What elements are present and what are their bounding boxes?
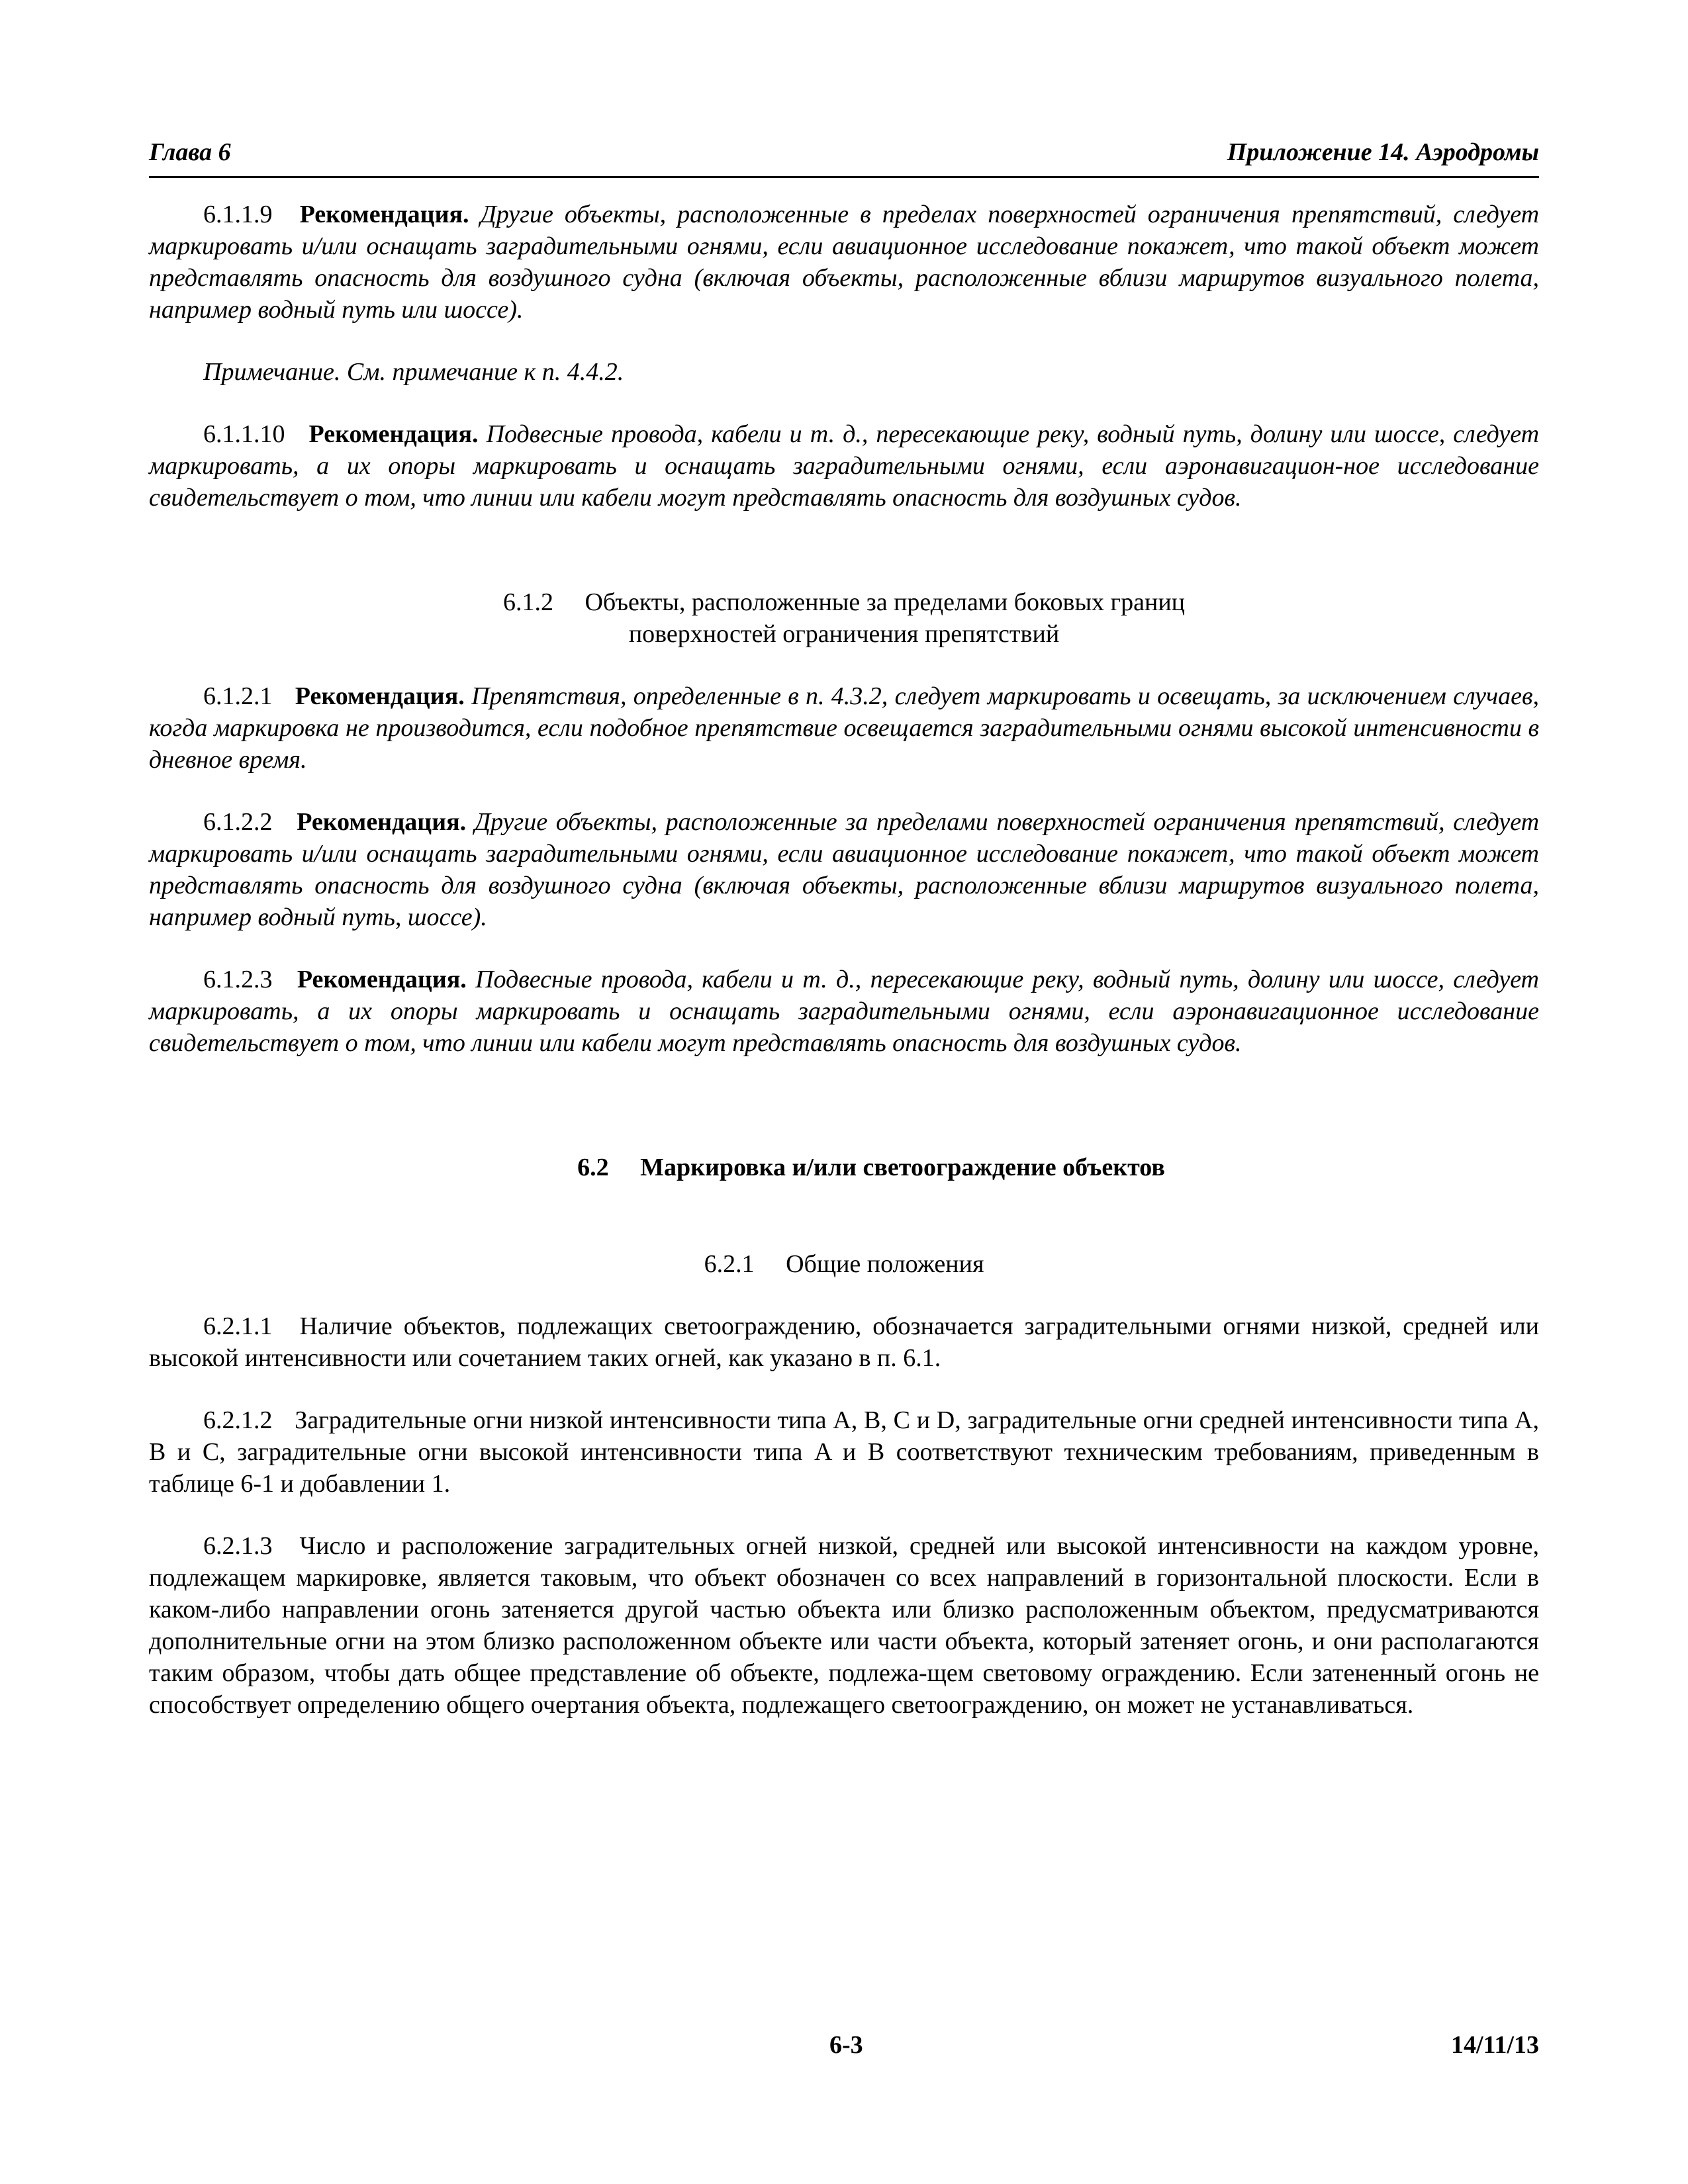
document-page <box>149 126 1539 2065</box>
page-content <box>149 199 1539 1721</box>
paragraph-text: Наличие объектов, подлежащих светоограждению, обозначается заградительными огнями низкой, средней или высокой интенсивности или сочетанием таких огней, как указано в п. 6.1. <box>149 1312 1540 1372</box>
recommendation-label: Рекомендация. <box>297 966 467 993</box>
paragraph-6-1-2-1 <box>149 680 1539 776</box>
paragraph-number: 6.1.2.1 <box>203 682 273 710</box>
header-chapter: Глава 6 <box>149 138 231 166</box>
paragraph-6-1-1-9 <box>149 199 1539 326</box>
paragraph-text: Другие объекты, расположенные в пределах поверхностей ограничения препятствий, следует маркировать и/или оснащать заградительными огнями, если авиационное исследование покажет, что такой объект может представлять опасность для воздушного судна (включая объекты, расположенные вблизи маршрутов визуального полета, например водный путь или шоссе). <box>149 201 1540 324</box>
subsection-heading-6-2-1: 6.2.1 Общие положения <box>704 1250 984 1278</box>
recommendation-label: Рекомендация. <box>299 201 469 228</box>
paragraph-6-2-1-3 <box>149 1530 1539 1721</box>
paragraph-text: Препятствия, определенные в п. 4.3.2, следует маркировать и освещать, за исключением случаев, когда маркировка не производится, если подобное препятствие освещается заградительными огнями высокой интенсивности в дневное время. <box>149 682 1540 774</box>
paragraph-number: 6.2.1.1 <box>203 1312 273 1340</box>
paragraph-6-2-1-2 <box>149 1404 1539 1500</box>
subsection-heading-line-2: поверхностей ограничения препятствий <box>628 620 1060 648</box>
recommendation-label: Рекомендация. <box>295 682 465 710</box>
paragraph-number: 6.2.1.3 <box>203 1532 273 1560</box>
paragraph-6-1-1-10 <box>149 418 1539 514</box>
paragraph-number: 6.1.2.2 <box>203 808 273 836</box>
paragraph-text: Заградительные огни низкой интенсивности типа A, B, C и D, заградительные огни средней интенсивности типа A, B и C, заградительные огни высокой интенсивности типа A и B соответствуют техническим требованиям, приведенным в таблице 6-1 и добавлении 1. <box>149 1406 1539 1498</box>
paragraph-text: Число и расположение заградительных огней низкой, средней или высокой интенсивности на каждом уровне, подлежащем маркировке, является таковым, что объект обозначен со всех направлений в горизонтальной плоскости. Если в каком-либо направлении огонь затеняется другой частью объекта или близко расположенным объектом, предусматриваются дополнительные огни на этом близко расположенном объекте или части объекта, который затеняет огонь, и они располагаются таким образом, чтобы дать общее представление об объекте, подлежа-щем световому ограждению. Если затененный огонь не способствует определению общего очертания объекта, подлежащего светоограждению, он может не устанавливаться. <box>149 1532 1539 1719</box>
header-annex-title: Приложение 14. Аэродромы <box>1227 138 1539 166</box>
paragraph-6-1-2-2 <box>149 806 1539 933</box>
footer-date: 14/11/13 <box>1450 2031 1539 2059</box>
paragraph-number: 6.2.1.2 <box>203 1406 273 1434</box>
footer-page-number: 6-3 <box>829 2031 863 2059</box>
page-header <box>149 138 1539 178</box>
paragraph-number: 6.1.1.10 <box>203 420 285 448</box>
paragraph-6-2-1-1 <box>149 1310 1539 1374</box>
subsection-heading-6-1-2 <box>149 586 1539 650</box>
recommendation-label: Рекомендация. <box>308 420 479 448</box>
subsection-heading-line-1: 6.1.2 Объекты, расположенные за пределами боковых границ <box>502 588 1185 616</box>
paragraph-text: Подвесные провода, кабели и т. д., пересекающие реку, водный путь, долину или шоссе, следует маркировать, а их опоры маркировать и оснащать заградительными огнями, если аэронавигационное исследование свидетельствует о том, что линии или кабели могут представлять опасность для воздушных судов. <box>149 966 1540 1057</box>
note-paragraph: Примечание. См. примечание к п. 4.4.2. <box>203 358 624 386</box>
paragraph-text: Подвесные провода, кабели и т. д., пересекающие реку, водный путь, долину или шоссе, следует маркировать, а их опоры маркировать и оснащать заградительными огнями, если аэронавигацион-ное исследование свидетельствует о том, что линии или кабели могут представлять опасность для воздушных судов. <box>149 420 1540 512</box>
section-heading-6-2: 6.2 Маркировка и/или светоограждение объектов <box>577 1154 1165 1181</box>
paragraph-6-1-2-3 <box>149 964 1539 1059</box>
paragraph-number: 6.1.1.9 <box>203 201 273 228</box>
paragraph-number: 6.1.2.3 <box>203 966 273 993</box>
recommendation-label: Рекомендация. <box>297 808 467 836</box>
paragraph-text: Другие объекты, расположенные за пределами поверхностей ограничения препятствий, следует маркировать и/или оснащать заградительными огнями, если авиационное исследование покажет, что такой объект может представлять опасность для воздушного судна (включая объекты, расположенные вблизи маршрутов визуального полета, например водный путь, шоссе). <box>149 808 1540 931</box>
